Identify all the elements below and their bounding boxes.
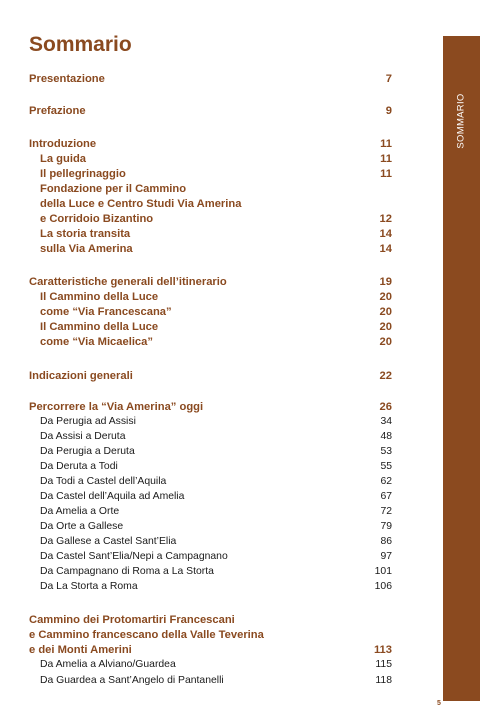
toc-entry-page: 11 bbox=[380, 138, 392, 150]
toc-entry-subheading[interactable] bbox=[40, 321, 392, 335]
toc-entry-page: 9 bbox=[385, 105, 392, 117]
toc-entry-route[interactable] bbox=[40, 551, 392, 565]
toc-entry-route[interactable] bbox=[40, 659, 392, 673]
toc-entry-label: Da Assisi a Deruta bbox=[40, 431, 126, 442]
toc-entry-label: Fondazione per il Cammino bbox=[40, 183, 187, 195]
toc-entry-label: La storia transita bbox=[40, 228, 131, 240]
toc-entry-label: e Cammino francescano della Valle Teverina bbox=[29, 629, 264, 641]
toc-entry-route[interactable] bbox=[40, 506, 392, 520]
toc-entry-subheading[interactable] bbox=[40, 213, 392, 227]
toc-entry-subheading[interactable] bbox=[40, 153, 392, 167]
toc-entry-route[interactable] bbox=[40, 491, 392, 505]
toc-entry-label: Da La Storta a Roma bbox=[40, 581, 138, 592]
toc-entry-page: 26 bbox=[379, 401, 392, 413]
toc-entry-heading[interactable] bbox=[29, 629, 392, 643]
toc-entry-page: 106 bbox=[374, 581, 392, 592]
toc-entry-page: 20 bbox=[379, 291, 392, 303]
sidebar-label: SOMMARIO bbox=[455, 93, 467, 149]
toc-entry-page: 115 bbox=[375, 659, 392, 670]
toc-entry-page: 67 bbox=[380, 491, 392, 502]
toc-entry-label: Da Gallese a Castel Sant’Elia bbox=[40, 536, 177, 547]
page-number: 5 bbox=[437, 700, 441, 707]
toc-entry-page: 14 bbox=[379, 243, 392, 255]
toc-entry-label: e dei Monti Amerini bbox=[29, 644, 132, 656]
toc-entry-label: Da Amelia a Orte bbox=[40, 506, 120, 517]
toc-entry-label: Il Cammino della Luce bbox=[40, 321, 159, 333]
toc-entry-page: 101 bbox=[374, 566, 392, 577]
toc-entry-page: 97 bbox=[380, 551, 392, 562]
toc-entry-page: 22 bbox=[379, 370, 392, 382]
toc-entry-subheading[interactable] bbox=[40, 336, 392, 350]
toc-entry-route[interactable] bbox=[40, 521, 392, 535]
toc-entry-subheading[interactable] bbox=[40, 228, 392, 242]
toc-entry-heading[interactable] bbox=[29, 138, 392, 152]
toc-entry-subheading[interactable] bbox=[40, 291, 392, 305]
toc-entry-page: 48 bbox=[380, 431, 392, 442]
toc-entry-page: 12 bbox=[379, 213, 392, 225]
toc-entry-page: 113 bbox=[373, 644, 392, 656]
toc-entry-label: della Luce e Centro Studi Via Amerina bbox=[40, 198, 242, 210]
toc-entry-page: 79 bbox=[380, 521, 392, 532]
toc-entry-label: Presentazione bbox=[29, 73, 105, 85]
toc-entry-page: 34 bbox=[380, 416, 392, 427]
toc-entry-page: 14 bbox=[379, 228, 392, 240]
toc-entry-route[interactable] bbox=[40, 536, 392, 550]
toc-entry-heading[interactable] bbox=[29, 276, 392, 290]
toc-entry-label: Da Perugia a Deruta bbox=[40, 446, 135, 457]
toc-entry-label: Il pellegrinaggio bbox=[40, 168, 126, 180]
toc-entry-page: 118 bbox=[375, 675, 392, 686]
toc-entry-subheading[interactable] bbox=[40, 183, 392, 197]
toc-entry-page: 53 bbox=[380, 446, 392, 457]
toc-entry-label: Da Orte a Gallese bbox=[40, 521, 124, 532]
toc-entry-label: Prefazione bbox=[29, 105, 86, 117]
page-title: Sommario bbox=[29, 33, 132, 56]
toc-entry-label: Cammino dei Protomartiri Francescani bbox=[29, 614, 235, 626]
toc-entry-page: 20 bbox=[379, 306, 392, 318]
toc-entry-page: 55 bbox=[380, 461, 392, 472]
toc-entry-label: Da Campagnano di Roma a La Storta bbox=[40, 566, 214, 577]
toc-entry-label: come “Via Francescana” bbox=[40, 306, 172, 318]
toc-entry-label: Il Cammino della Luce bbox=[40, 291, 159, 303]
toc-entry-page: 62 bbox=[380, 476, 392, 487]
toc-entry-heading[interactable] bbox=[29, 614, 392, 628]
toc-entry-page: 20 bbox=[379, 336, 392, 348]
toc-entry-page: 72 bbox=[380, 506, 392, 517]
toc-entry-label: La guida bbox=[40, 153, 86, 165]
toc-entry-route[interactable] bbox=[40, 416, 392, 430]
toc-entry-subheading[interactable] bbox=[40, 168, 392, 182]
toc-entry-route[interactable] bbox=[40, 461, 392, 475]
chapter-sidebar-tab bbox=[443, 36, 480, 701]
toc-entry-page: 20 bbox=[379, 321, 392, 333]
toc-entry-route[interactable] bbox=[40, 431, 392, 445]
toc-entry-page: 11 bbox=[380, 168, 392, 180]
toc-entry-heading[interactable] bbox=[29, 73, 392, 87]
toc-entry-subheading[interactable] bbox=[40, 198, 392, 212]
toc-entry-route[interactable] bbox=[40, 446, 392, 460]
toc-entry-label: Da Todi a Castel dell’Aquila bbox=[40, 476, 167, 487]
toc-entry-label: come “Via Micaelica” bbox=[40, 336, 153, 348]
toc-entry-heading[interactable] bbox=[29, 370, 392, 384]
toc-entry-route[interactable] bbox=[40, 675, 392, 689]
toc-entry-page: 11 bbox=[380, 153, 392, 165]
toc-entry-label: Da Deruta a Todi bbox=[40, 461, 118, 472]
toc-entry-heading[interactable] bbox=[29, 401, 392, 415]
toc-entry-label: Da Castel dell’Aquila ad Amelia bbox=[40, 491, 185, 502]
toc-entry-label: Da Perugia ad Assisi bbox=[40, 416, 136, 427]
toc-entry-page: 19 bbox=[379, 276, 392, 288]
toc-entry-label: Da Guardea a Sant’Angelo di Pantanelli bbox=[40, 675, 224, 686]
toc-entry-route[interactable] bbox=[40, 581, 392, 595]
toc-entry-label: sulla Via Amerina bbox=[40, 243, 133, 255]
toc-entry-label: Da Amelia a Alviano/Guardea bbox=[40, 659, 176, 670]
toc-entry-page: 7 bbox=[385, 73, 392, 85]
toc-entry-page: 86 bbox=[380, 536, 392, 547]
toc-entry-heading[interactable] bbox=[29, 644, 392, 658]
toc-entry-label: Percorrere la “Via Amerina” oggi bbox=[29, 401, 204, 413]
toc-entry-subheading[interactable] bbox=[40, 243, 392, 257]
toc-entry-label: Da Castel Sant’Elia/Nepi a Campagnano bbox=[40, 551, 228, 562]
toc-entry-subheading[interactable] bbox=[40, 306, 392, 320]
toc-entry-label: Indicazioni generali bbox=[29, 370, 133, 382]
toc-entry-route[interactable] bbox=[40, 476, 392, 490]
toc-entry-label: Caratteristiche generali dell’itinerario bbox=[29, 276, 227, 288]
toc-entry-label: Introduzione bbox=[29, 138, 97, 150]
toc-entry-label: e Corridoio Bizantino bbox=[40, 213, 154, 225]
toc-entry-route[interactable] bbox=[40, 566, 392, 580]
toc-entry-heading[interactable] bbox=[29, 105, 392, 119]
